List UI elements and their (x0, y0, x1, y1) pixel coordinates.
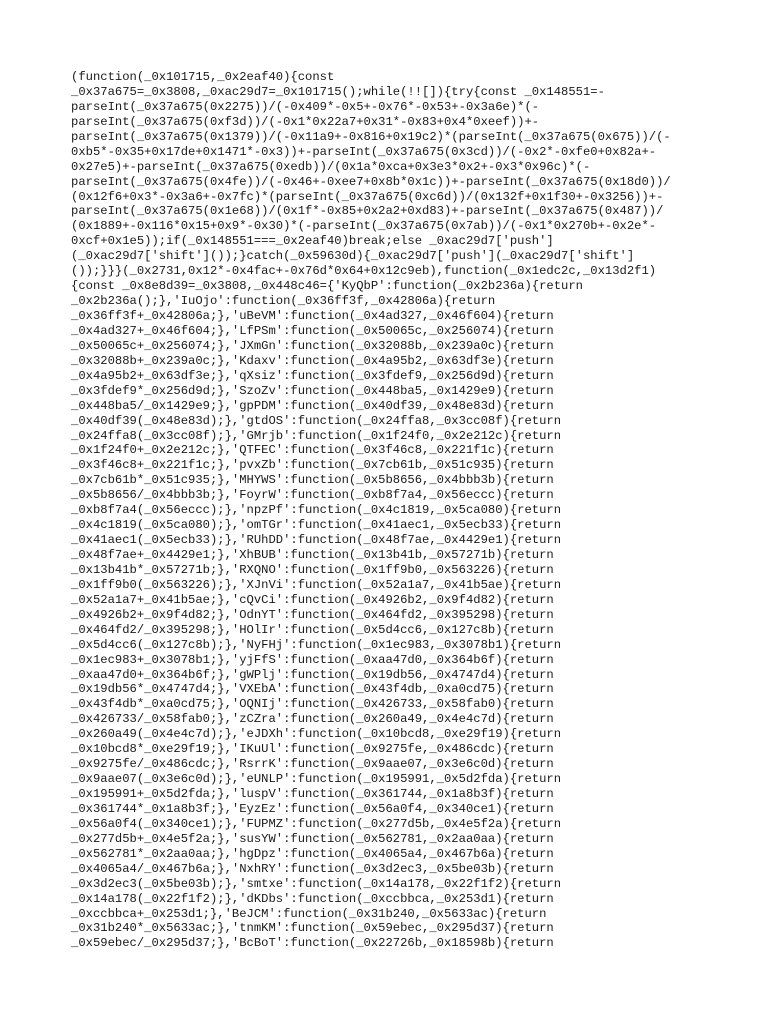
code-line: _0x56a0f4(_0x340ce1);},'FUPMZ':function(_0x277d5b,_0x4e5f2a){return (71, 816, 562, 831)
code-line: _0x3fdef9*_0x256d9d;},'SzoZv':function(_0x448ba5,_0x1429e9){return (71, 383, 554, 398)
code-line: _0x4ad327+_0x46f604;},'LfPSm':function(_0x50065c,_0x256074){return (71, 323, 554, 338)
code-line: _0x9aae07(_0x3e6c0d);},'eUNLP':function(_0x195991,_0x5d2fda){return (71, 772, 562, 787)
code-line: _0x448ba5/_0x1429e9;},'gpPDM':function(_0x40df39,_0x48e83d){return (71, 398, 554, 413)
code-line: _0x562781*_0x2aa0aa;},'hgDpz':function(_0x4065a4,_0x467b6a){return (71, 846, 554, 861)
code-line: ());}}}(_0x2731,0x12*-0x4fac+-0x76d*0x64+0x12c9eb),function(_0x1edc2c,_0x13d2f1) (71, 264, 657, 279)
code-line: _0xb8f7a4(_0x56eccc);},'npzPf':function(_0x4c1819,_0x5ca080){return (71, 503, 562, 518)
code-line: (_0xac29d7['shift']());}catch(_0x59630d){_0xac29d7['push'](_0xac29d7['shift'] (71, 249, 635, 264)
code-line: parseInt(_0x37a675(0xf3d))/(-0x1*0x22a7+0x31*-0x83+0x4*0xeef))+- (71, 114, 540, 129)
code-line: _0x13b41b*_0x57271b;},'RXQNO':function(_0x1ff9b0,_0x563226){return (71, 562, 554, 577)
code-line: _0x4926b2+_0x9f4d82;},'OdnYT':function(_0x464fd2,_0x395298){return (71, 607, 554, 622)
code-line: _0x7cb61b*_0x51c935;},'MHYWS':function(_0x5b8656,_0x4bbb3b){return (71, 473, 554, 488)
code-line: _0x43f4db*_0xa0cd75;},'OQNIj':function(_0x426733,_0x58fab0){return (71, 697, 554, 712)
code-line: _0x19db56*_0x4747d4;},'VXEbA':function(_0x43f4db,_0xa0cd75){return (71, 682, 554, 697)
code-line: (0x12f6+0x3*-0x3a6+-0x7fc)*(parseInt(_0x37a675(0xc6d))/(0x132f+0x1f30+-0x3256))+- (71, 189, 664, 204)
code-line: _0x2b236a();},'IuOjo':function(_0x36ff3f,_0x42806a){return (71, 294, 496, 309)
code-line: _0x277d5b+_0x4e5f2a;},'susYW':function(_0x562781,_0x2aa0aa){return (71, 831, 554, 846)
code-line: _0x1ff9b0(_0x563226);},'XJnVi':function(_0x52a1a7,_0x41b5ae){return (71, 577, 562, 592)
code-line: _0x10bcd8*_0xe29f19;},'IKuUl':function(_0x9275fe,_0x486cdc){return (71, 742, 554, 757)
code-line: parseInt(_0x37a675(0x2275))/(-0x409*-0x5+-0x76*-0x53+-0x3a6e)*(- (71, 99, 540, 114)
code-line: _0x24ffa8(_0x3cc08f);},'GMrjb':function(_0x1f24f0,_0x2e212c){return (71, 428, 562, 443)
code-line: _0x5d4cc6(_0x127c8b);},'NyFHj':function(_0x1ec983,_0x3078b1){return (71, 637, 562, 652)
code-line: _0x5b8656/_0x4bbb3b;},'FoyrW':function(_0xb8f7a4,_0x56eccc){return (71, 488, 554, 503)
code-line: _0x4c1819(_0x5ca080);},'omTGr':function(_0x41aec1,_0x5ecb33){return (71, 518, 562, 533)
code-line: _0x41aec1(_0x5ecb33);},'RUhDD':function(_0x48f7ae,_0x4429e1){return (71, 533, 562, 548)
code-line: 0xcf+0x1e5));if(_0x148551===_0x2eaf40)break;else _0xac29d7['push'] (71, 234, 554, 249)
code-line: parseInt(_0x37a675(0x1e68))/(0x1f*-0x85+0x2a2+0xd83)+-parseInt(_0x37a675(0x487))/ (71, 204, 664, 219)
code-line: _0x40df39(_0x48e83d);},'gtdOS':function(_0x24ffa8,_0x3cc08f){return (71, 413, 562, 428)
code-line: _0x14a178(_0x22f1f2);},'dKDbs':function(_0xccbbca,_0x253d1){return (71, 891, 554, 906)
code-line: {const _0x8e8d39=_0x3808,_0x448c46={'KyQbP':function(_0x2b236a){return (71, 279, 583, 294)
code-line: 0x27e5)+-parseInt(_0x37a675(0xedb))/(0x1a*0xca+0x3e3*0x2+-0x3*0x96c)*(- (71, 159, 591, 174)
code-line: _0x3d2ec3(_0x5be03b);},'smtxe':function(_0x14a178,_0x22f1f2){return (71, 876, 562, 891)
code-document (71, 70, 761, 951)
code-line: _0x36ff3f+_0x42806a;},'uBeVM':function(_0x4ad327,_0x46f604){return (71, 309, 554, 323)
code-line: _0x361744*_0x1a8b3f;},'EyzEz':function(_0x56a0f4,_0x340ce1){return (71, 801, 554, 816)
code-line: _0x32088b+_0x239a0c;},'Kdaxv':function(_0x4a95b2,_0x63df3e){return (71, 353, 554, 368)
code-line: _0x31b240*_0x5633ac;},'tnmKM':function(_0x59ebec,_0x295d37){return (71, 921, 554, 936)
code-line: 0xb5*-0x35+0x17de+0x1471*-0x3))+-parseInt(_0x37a675(0x3cd))/(-0x2*-0xfe0+0x82a+- (71, 144, 657, 159)
code-line: _0x48f7ae+_0x4429e1;},'XhBUB':function(_0x13b41b,_0x57271b){return (71, 548, 554, 562)
code-line: (0x1889+-0x116*0x15+0x9*-0x30)*(-parseInt(_0x37a675(0x7ab))/(-0x1*0x270b+-0x2e*- (71, 219, 657, 234)
code-line: (function(_0x101715,_0x2eaf40){const (71, 70, 335, 84)
code-line: _0x4a95b2+_0x63df3e;},'qXsiz':function(_0x3fdef9,_0x256d9d){return (71, 368, 554, 383)
code-line: _0x464fd2/_0x395298;},'HOlIr':function(_0x5d4cc6,_0x127c8b){return (71, 622, 554, 637)
code-line: _0x4065a4/_0x467b6a;},'NxhRY':function(_0x3d2ec3,_0x5be03b){return (71, 861, 554, 876)
code-line: parseInt(_0x37a675(0x4fe))/(-0x46+-0xee7+0x8b*0x1c))+-parseInt(_0x37a675(0x18d0))/ (71, 174, 671, 189)
code-line: _0x9275fe/_0x486cdc;},'RsrrK':function(_0x9aae07,_0x3e6c0d){return (71, 757, 554, 772)
code-line: _0xccbbca+_0x253d1;},'BeJCM':function(_0x31b240,_0x5633ac){return (71, 906, 547, 921)
code-line: _0x59ebec/_0x295d37;},'BcBoT':function(_0x22726b,_0x18598b){return (71, 936, 554, 951)
code-line: _0x1f24f0+_0x2e212c;},'QTFEC':function(_0x3f46c8,_0x221f1c){return (71, 443, 554, 458)
code-line: _0xaa47d0+_0x364b6f;},'gWPlj':function(_0x19db56,_0x4747d4){return (71, 667, 554, 682)
code-line: _0x3f46c8+_0x221f1c;},'pvxZb':function(_0x7cb61b,_0x51c935){return (71, 458, 554, 473)
code-line: parseInt(_0x37a675(0x1379))/(-0x11a9+-0x816+0x19c2)*(parseInt(_0x37a675(0x675))/(- (71, 129, 671, 144)
code-line: _0x195991+_0x5d2fda;},'luspV':function(_0x361744,_0x1a8b3f){return (71, 787, 554, 801)
code-line: _0x50065c+_0x256074;},'JXmGn':function(_0x32088b,_0x239a0c){return (71, 338, 554, 353)
code-line: _0x426733/_0x58fab0;},'zCZra':function(_0x260a49,_0x4e4c7d){return (71, 712, 554, 727)
code-line: _0x1ec983+_0x3078b1;},'yjFfS':function(_0xaa47d0,_0x364b6f){return (71, 652, 554, 667)
code-line: _0x52a1a7+_0x41b5ae;},'cQvCi':function(_0x4926b2,_0x9f4d82){return (71, 592, 554, 607)
code-line: _0x37a675=_0x3808,_0xac29d7=_0x101715();while(!![]){try{const _0x148551=- (71, 84, 605, 99)
code-line: _0x260a49(_0x4e4c7d);},'eJDXh':function(_0x10bcd8,_0xe29f19){return (71, 727, 562, 742)
